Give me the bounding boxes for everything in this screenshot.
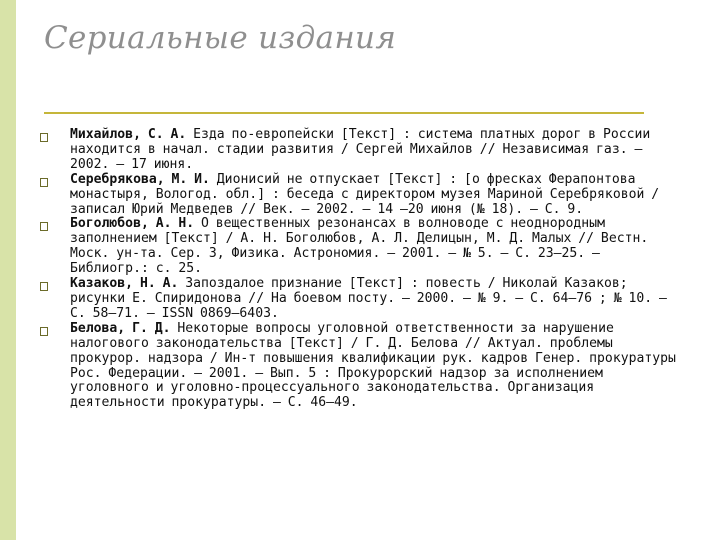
square-bullet-icon bbox=[40, 282, 48, 291]
square-bullet-icon bbox=[40, 133, 48, 142]
entry-text: Езда по-европейски [Текст] : система платных дорог в России находится в начал. стадии развития / Сергей Михайлов // Независимая газ. — 2002. — 17 июня. bbox=[70, 127, 651, 172]
list-item bbox=[36, 217, 676, 277]
decorative-left-strip bbox=[0, 0, 16, 540]
entry-author: Серебрякова, М. И. bbox=[70, 171, 210, 187]
entry-author: Михайлов, С. А. bbox=[70, 127, 187, 142]
bibliography-list bbox=[36, 128, 676, 411]
list-item bbox=[36, 277, 676, 322]
list-item bbox=[36, 128, 676, 173]
entry-text: Дионисий не отпускает [Текст] : [о фресках Ферапонтова монастыря, Вологод. обл.] : беседа с директором музея Мариной Серебряковой / записал Юрий Медведев // Век. — 2002. — 14 —20 июня (№ 18). — С. 9. bbox=[70, 171, 660, 217]
entry-author: Белова, Г. Д. bbox=[70, 320, 171, 336]
square-bullet-icon bbox=[40, 178, 48, 187]
title-divider bbox=[44, 112, 644, 114]
list-item bbox=[36, 322, 676, 411]
entry-text: О вещественных резонансах в волноводе с неоднородным заполнением [Текст] / А. Н. Боголюбов, А. Л. Делицын, М. Д. Малых // Вестн. Моск. ун-та. Сер. 3, Физика. Астрономия. — 2001. — № 5. — С. 23—25. — Библиогр.: с. 25. bbox=[70, 216, 649, 277]
page-title: Сериальные издания bbox=[44, 20, 397, 56]
square-bullet-icon bbox=[40, 222, 48, 231]
entry-author: Казаков, Н. А. bbox=[70, 276, 179, 292]
entry-author: Боголюбов, А. Н. bbox=[70, 216, 195, 232]
list-item bbox=[36, 173, 676, 218]
entry-text: Некоторые вопросы уголовной ответственности за нарушение налогового законодательства [Текст] / Г. Д. Белова // Актуал. проблемы прокурор. надзора / Ин-т повышения квалификации рук. кадров Генер. прокуратуры Рос. Федерации. — 2001. — Вып. 5 : Прокурорский надзор за исполнением уголовного и уголовно-процессуального законодательства. Организация деятельности прокуратуры. — С. 46—49. bbox=[70, 320, 676, 411]
entry-text: Запоздалое признание [Текст] : повесть / Николай Казаков; рисунки Е. Спиридонова // На боевом посту. — 2000. — № 9. — С. 64—76 ; № 10. — С. 58—71. — ISSN 0869—6403. bbox=[70, 276, 667, 321]
square-bullet-icon bbox=[40, 327, 48, 336]
